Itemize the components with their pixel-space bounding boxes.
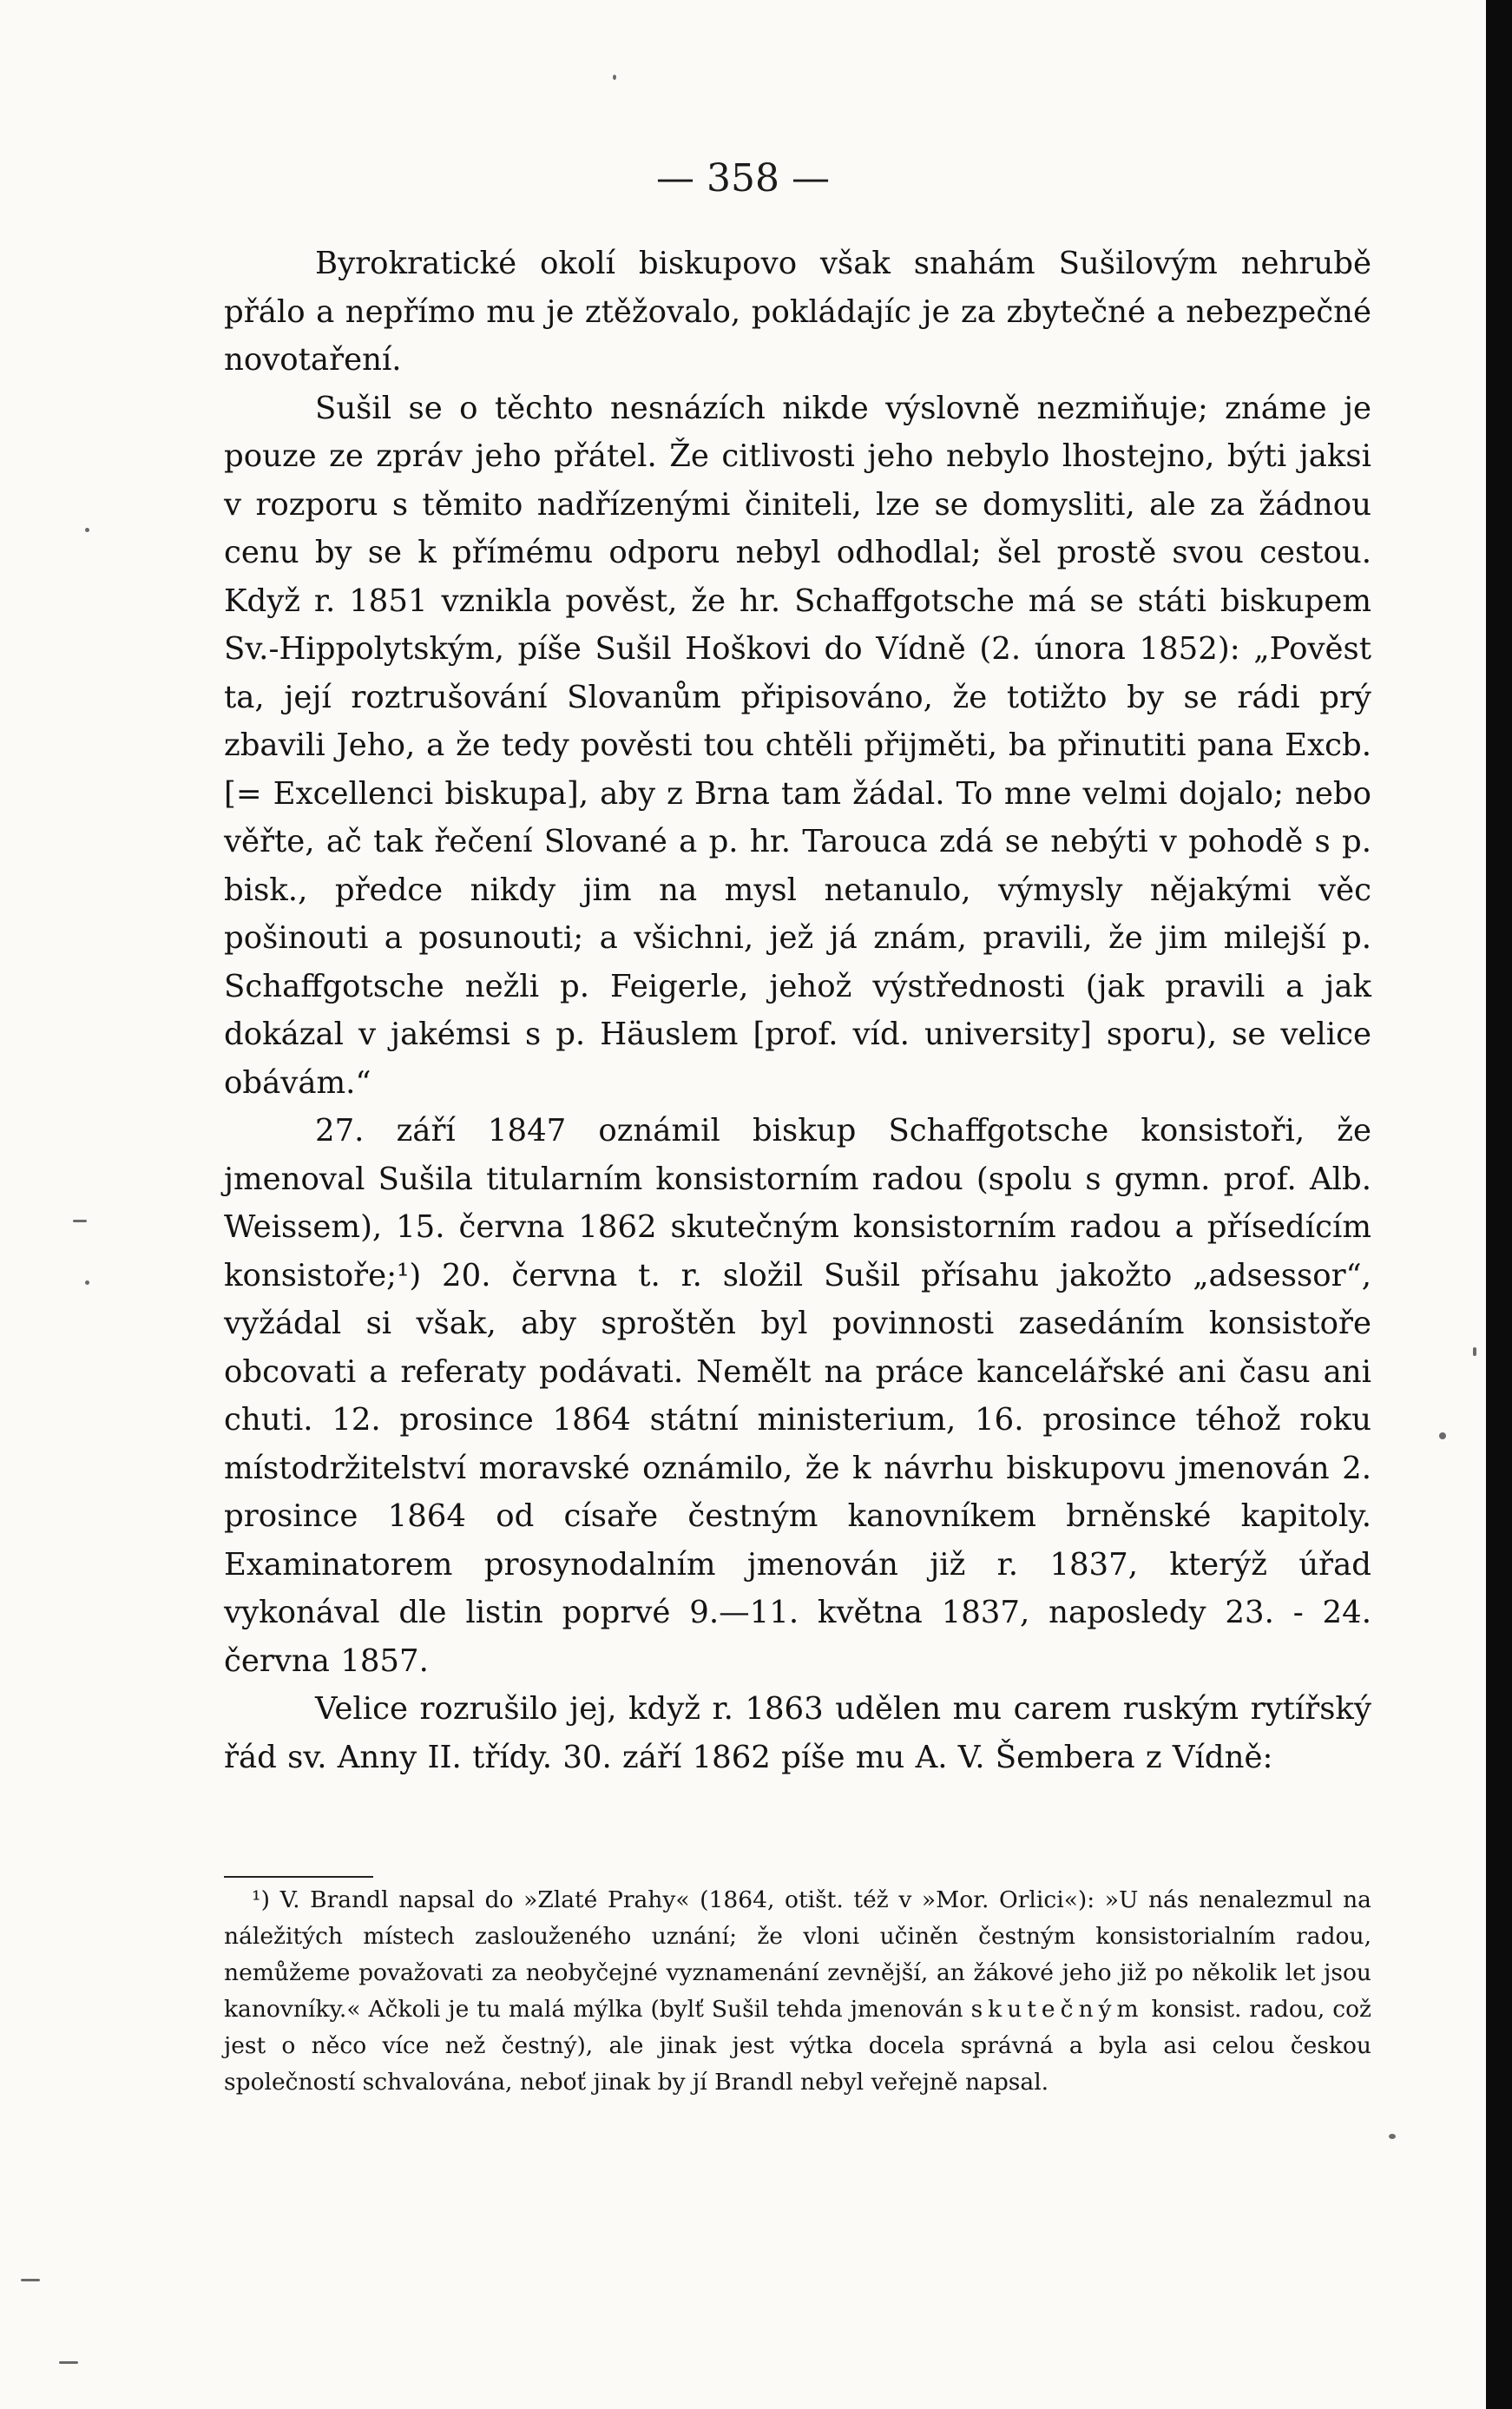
- scan-speck: [613, 75, 616, 80]
- footnote-text-start: ¹) V. Brandl napsal do »Zlaté Prahy« (1864, otišt. též v »Mor. Orlici«): »U nás nenalezmul na náležitých místech zaslouženého uznání; že vloni učiněn čestným konsistorialním radou, nemůžeme považovati za neobyčejné vyznamenání zevnější, an žákové jeho již po několik let jsou kanovníky.« Ačkoli je tu malá mýlka (bylť Sušil tehda jmenován: [224, 1886, 1371, 2023]
- paragraph-3: 27. září 1847 oznámil biskup Schaffgotsche konsistoři, že jmenoval Sušila titularním konsistorním radou (spolu s gymn. prof. Alb. Weissem), 15. června 1862 skutečným konsistorním radou a přísedícím konsistoře;¹) 20. června t. r. složil Sušil přísahu jakožto „adsessor“, vyžádal si však, aby sproštěn byl povinnosti zasedáním konsistoře obcovati a referaty podávati. Nemělt na práce kancelářské ani času ani chuti. 12. prosince 1864 státní ministerium, 16. prosince téhož roku místodržitelství moravské oznámilo, že k návrhu biskupovu jmenován 2. prosince 1864 od císaře čestným kanovníkem brněnské kapitoly. Examinatorem prosynodalním jmenován již r. 1837, kterýž úřad vykonával dle listin poprvé 9.—11. května 1837, naposledy 23. - 24. června 1857.: [224, 1113, 1371, 1679]
- page-number: — 358 —: [656, 156, 830, 201]
- body-text: [224, 240, 1371, 1781]
- footnote-spaced-word: skutečným: [970, 1996, 1144, 2023]
- scan-speck: [85, 528, 89, 532]
- scan-speck: [59, 2361, 78, 2364]
- paragraph-4: Velice rozrušilo jej, když r. 1863 udělen mu carem ruským rytířský řád sv. Anny II. třídy. 30. září 1862 píše mu A. V. Šembera z Vídně:: [224, 1691, 1371, 1775]
- footnote-text-end: konsist. radou, což jest o něco více než čestný), ale jinak jest výtka docela správná a byla asi celou českou společností schvalována, neboť jinak by jí Brandl nebyl veřejně napsal.: [224, 1996, 1371, 2096]
- scan-speck: [21, 2279, 40, 2281]
- scan-speck: [85, 1280, 89, 1285]
- scan-speck: [1389, 2134, 1396, 2139]
- scan-border: [1486, 0, 1512, 2409]
- paragraph-2: Sušil se o těchto nesnázích nikde výslovně nezmiňuje; známe je pouze ze zpráv jeho přátel. Že citlivosti jeho nebylo lhostejno, býti jaksi v rozporu s těmito nadřízenými činiteli, lze se domysliti, ale za žádnou cenu by se k přímému odporu nebyl odhodlal; šel prostě svou cestou. Když r. 1851 vznikla pověst, že hr. Schaffgotsche má se státi biskupem Sv.-Hippolytským, píše Sušil Hoškovi do Vídně (2. února 1852): „Pověst ta, její roztrušování Slovanům připisováno, že totižto by se rádi prý zbavili Jeho, a že tedy pověsti tou chtěli přijměti, ba přinutiti pana Excb. [= Excellenci biskupa], aby z Brna tam žádal. To mne velmi dojalo; nebo věřte, ač tak řečení Slované a p. hr. Tarouca zdá se nebýti v pohodě s p. bisk., předce nikdy jim na mysl netanulo, výmysly nějakými věc pošinouti a posunouti; a všichni, jež já znám, pravili, že jim milejší p. Schaffgotsche nežli p. Feigerle, jehož výstřednosti (jak pravili a jak dokázal v jakémsi s p. Häuslem [prof. víd. university] sporu), se velice obávám.“: [224, 390, 1371, 1101]
- scan-speck: [1439, 1432, 1446, 1439]
- scan-speck: [1473, 1347, 1476, 1356]
- footnote-text: [224, 1882, 1371, 2101]
- paragraph-1: Byrokratické okolí biskupovo však snahám Sušilovým nehrubě přálo a nepřímo mu je ztěžovalo, pokládajíc je za zbytečné a nebezpečné novotaření.: [224, 246, 1371, 378]
- footnote-divider: [224, 1876, 373, 1878]
- footnote: [224, 1882, 1371, 2101]
- scan-speck: [73, 1220, 87, 1222]
